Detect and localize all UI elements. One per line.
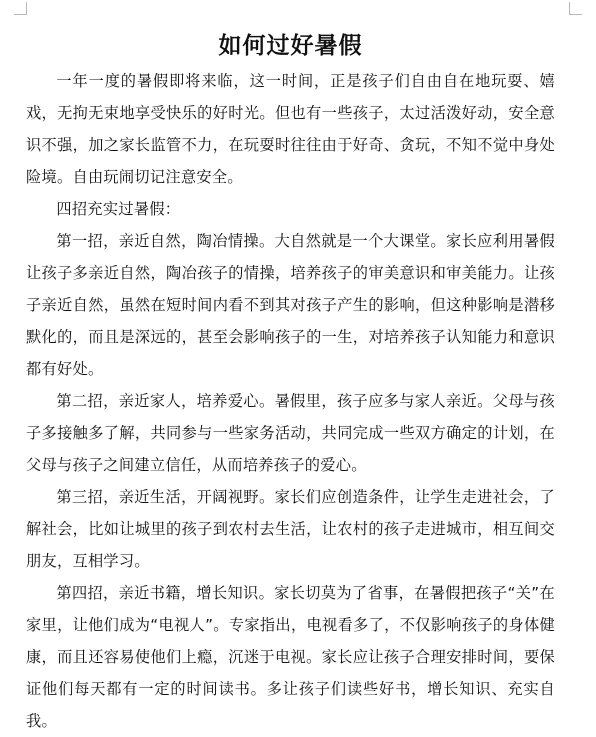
document-page	[26, 30, 555, 737]
paragraph-tip-four: 第四招，亲近书籍，增长知识。家长切莫为了省事，在暑假把孩子“关”在家里，让他们成为“电视人”。专家指出，电视看多了，不仅影响孩子的身体健康，而且还容易使他们上瘾，沉迷于电视。家长应让孩子合理安排时间，要保证他们每天都有一定的时间读书。多让孩子们读些好书，增长知识、充实自我。	[26, 584, 555, 730]
paragraph-four-tips-heading: 四招充实过暑假：	[56, 200, 181, 218]
paragraph-tip-one: 第一招，亲近自然，陶冶情操。大自然就是一个大课堂。家长应利用暑假让孩子多亲近自然，陶冶孩子的情操，培养孩子的审美意识和审美能力。让孩子亲近自然，虽然在短时间内看不到其对孩子产生的影响，但这种影响是潜移默化的，而且是深远的，甚至会影响孩子的一生，对培养孩子认知能力和意识都有好处。	[26, 232, 555, 378]
paragraph-intro: 一年一度的暑假即将来临，这一时间，正是孩子们自由自在地玩耍、嬉戏，无拘无束地享受快乐的好时光。但也有一些孩子，太过活泼好动，安全意识不强，加之家长监管不力，在玩耍时往往由于好奇、贪玩，不知不觉中身处险境。自由玩闹切记注意安全。	[26, 72, 555, 186]
page-corner-mark-right	[569, 2, 582, 15]
document-title: 如何过好暑假	[218, 32, 363, 59]
paragraph-tip-three: 第三招，亲近生活，开阔视野。家长们应创造条件，让学生走进社会，了解社会，比如让城里的孩子到农村去生活，让农村的孩子走进城市，相互间交朋友，互相学习。	[26, 488, 555, 570]
page-corner-mark-left	[14, 2, 27, 15]
paragraph-tip-two: 第二招，亲近家人，培养爱心。暑假里，孩子应多与家人亲近。父母与孩子多接触多了解，共同参与一些家务活动，共同完成一些双方确定的计划，在父母与孩子之间建立信任，从而培养孩子的爱心。	[26, 392, 555, 474]
